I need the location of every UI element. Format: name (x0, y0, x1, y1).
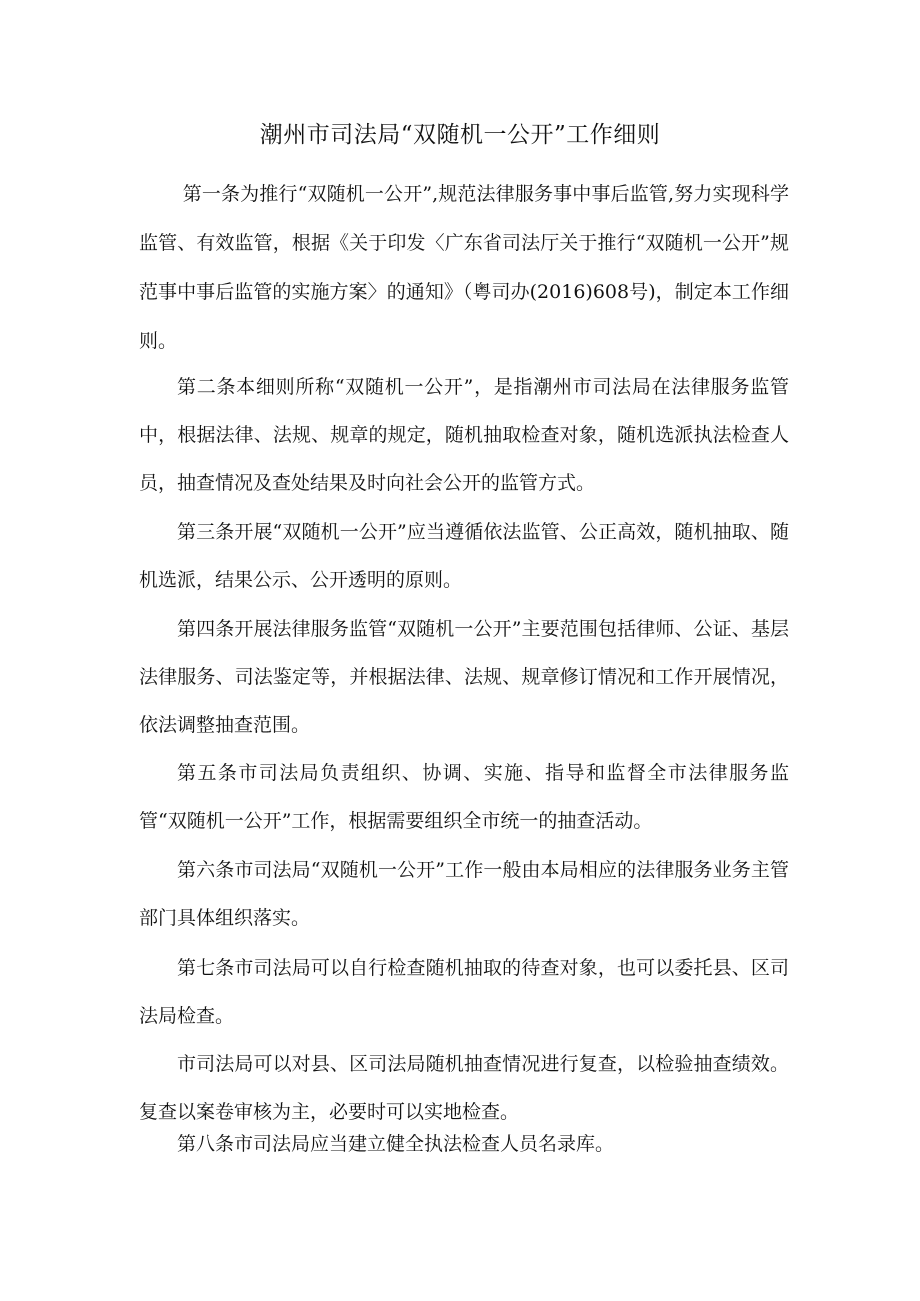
article-1-paragraph: 第一条为推行“双随机一公开”,规范法律服务事中事后监管,努力实现科学监管、有效监管，根据《关于印发〈广东省司法厅关于推行“双随机一公开”规范事中事后监管的实施方案〉的通知》（粤司办(2016)608号)，制定本工作细则。 (139, 183, 789, 352)
article-7-review-paragraph: 市司法局可以对县、区司法局随机抽查情况进行复查，以检验抽查绩效。复查以案卷审核为主，必要时可以实地检查。 (139, 1053, 789, 1123)
document-title: 潮州市司法局“双随机一公开”工作细则 (259, 122, 661, 148)
article-8-paragraph: 第八条市司法局应当建立健全执法检查人员名录库。 (177, 1133, 615, 1155)
article-6-paragraph: 第六条市司法局“双随机一公开”工作一般由本局相应的法律服务业务主管部门具体组织落实。 (139, 859, 789, 929)
article-7-paragraph: 第七条市司法局可以自行检查随机抽取的待查对象，也可以委托县、区司法局检查。 (139, 957, 789, 1027)
article-2-paragraph: 第二条本细则所称“双随机一公开”，是指潮州市司法局在法律服务监管中，根据法律、法规、规章的规定，随机抽取检查对象，随机选派执法检查人员，抽查情况及查处结果及时向社会公开的监管方式。 (139, 376, 789, 494)
article-5-paragraph: 第五条市司法局负责组织、协调、实施、指导和监督全市法律服务监管“双随机一公开”工作，根据需要组织全市统一的抽查活动。 (139, 762, 789, 832)
article-4-paragraph: 第四条开展法律服务监管“双随机一公开”主要范围包括律师、公证、基层法律服务、司法鉴定等，并根据法律、法规、规章修订情况和工作开展情况，依法调整抽查范围。 (139, 618, 789, 736)
article-3-paragraph: 第三条开展“双随机一公开”应当遵循依法监管、公正高效，随机抽取、随机选派，结果公示、公开透明的原则。 (139, 521, 789, 591)
